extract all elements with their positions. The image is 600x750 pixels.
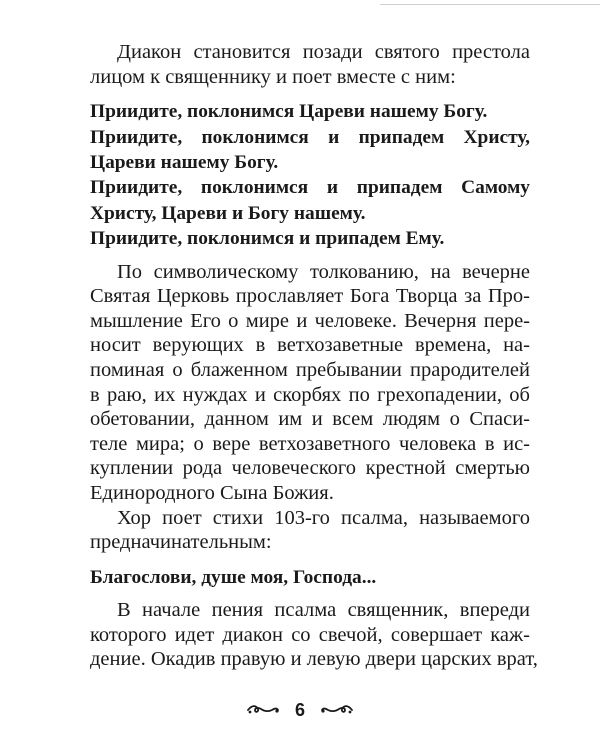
paragraph-2 [90, 260, 530, 506]
scroll-flourish-icon [320, 700, 354, 721]
text-line: которого идет диакон со свечой, совершает каж- [90, 623, 530, 646]
text-line: Святая Церковь прославляет Бога Творца за Про- [90, 285, 530, 308]
chant-block [90, 99, 530, 251]
page-footer [0, 699, 600, 721]
text-line: обетовании, данном им и всем людям о Спаси- [90, 408, 530, 431]
chant-line: Приидите, поклонимся Цареви нашему Богу. [90, 101, 488, 123]
page-content [90, 40, 538, 672]
text-line: носит верующих в ветхозаветные времена, на- [90, 334, 530, 357]
chant-line: Христу, Цареви и Богу нашему. [90, 202, 366, 224]
text-line: Диакон становится позади святого престола [117, 41, 530, 63]
chant-line: Приидите, поклонимся и припадем Христу, [90, 126, 530, 148]
chant-line: Приидите, поклонимся и припадем Ему. [90, 228, 445, 250]
text-line: По символическому толкованию, на вечерне [117, 260, 530, 283]
chant-line: Цареви нашему Богу. [90, 152, 279, 173]
chant-line-2: Благослови, душе моя, Господа... [90, 566, 377, 588]
paragraph-4 [90, 598, 538, 672]
text-line: дение. Окадив правую и левую двери царских врат, [90, 648, 538, 671]
text-line: Единородного Сына Божия. [90, 481, 334, 504]
text-line: теле мира; о вере ветхозаветного человека в ис- [90, 432, 530, 455]
top-rule [380, 4, 600, 5]
scroll-flourish-icon [246, 700, 280, 721]
text-line: куплении рода человеческого крестной смертью [90, 457, 530, 480]
text-line: предначинательным: [90, 531, 272, 554]
paragraph-3 [90, 506, 530, 555]
text-line: Хор поет стихи 103-го псалма, называемого [117, 506, 530, 529]
text-line: мышление Его о мире и человеке. Вечерня пере- [90, 309, 530, 332]
paragraph-1 [90, 40, 530, 89]
page-number: 6 [294, 699, 305, 720]
text-line: лицом к священнику и поет вместе с ним: [90, 65, 456, 88]
text-line: В начале пения псалма священник, впереди [117, 599, 530, 622]
chant-line: Приидите, поклонимся и припадем Самому [90, 177, 530, 199]
text-line: в раю, их нуждах и скорбях по грехопадении, об [90, 383, 530, 406]
text-line: поминая о блаженном пребывании прародителей [90, 359, 530, 381]
